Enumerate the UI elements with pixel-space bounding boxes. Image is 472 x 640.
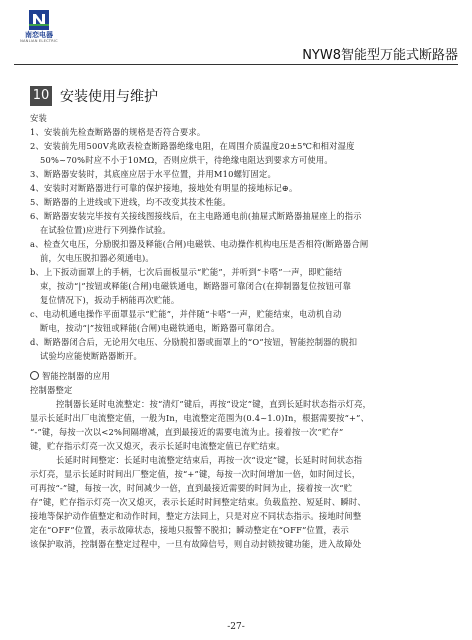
logo-subtitle: NANLIAN ELECTRIC	[20, 39, 58, 43]
n-logo-icon	[29, 10, 49, 30]
paragraph-line: 可再按“-”键，每按一次，时间减少一倍，直到最接近需要的时间为止，接着按一次“贮	[30, 483, 353, 493]
brand-logo	[14, 10, 64, 44]
subsection-label: 控制器整定	[30, 385, 73, 395]
paragraph-line: 6、断路器安装完毕按有关接线图接线后，在主电路通电前(抽屉式断路器抽屉座上的指示	[30, 211, 362, 221]
paragraph-line: 在试验位置)应进行下列操作试验。	[40, 225, 171, 235]
paragraph-line: 接地等保护动作值整定和动作时间，整定方法同上，只是对应不同状态指示。接地时间整	[30, 511, 362, 521]
paragraph-line: 断电，按动“|”按钮或释能(合闸)电磁铁通电，断路器可靠闭合。	[40, 323, 280, 333]
paragraph-line: 示灯亮，显示长延时时间出厂整定值，按“+”键，每按一次时间增加一倍，如时间过长，	[30, 469, 361, 479]
paragraph-line: 复位情况下)，扳动手柄能再次贮能。	[40, 295, 180, 305]
paragraph-line: d、断路器闭合后，无论用欠电压、分励脱扣器或面罩上的“O”按钮，智能控制器的脱扣	[30, 337, 358, 347]
paragraph-line: 5、断路器的上进线或下进线，均不改变其技术性能。	[30, 197, 231, 207]
subsection-heading	[30, 369, 454, 383]
paragraph-line: 试验均应能使断路器断开。	[40, 351, 142, 361]
logo-name: 南恋电器	[25, 31, 53, 39]
paragraph-line: 键，贮存指示灯亮一次又熄灭，表示长延时电流整定值已存贮结束。	[30, 441, 285, 451]
paragraph-line: 束，按动“|”按钮或释能(合闸)电磁铁通电，断路器可靠闭合(在抑制器复位按钮可靠	[40, 281, 352, 291]
header-divider	[14, 64, 458, 65]
paragraph-line: 1、安装前先检查断路器的规格是否符合要求。	[30, 127, 206, 137]
paragraph-line: “-”键，每按一次以<2%间隔增减，直到最接近的需要电流为止。接着按一次“贮存”	[30, 427, 344, 437]
paragraph-line: 2、安装前先用500V兆欧表检查断路器绝缘电阻，在周围介质温度20±5℃和相对湿度	[30, 141, 355, 151]
paragraph-line: 显示长延时出厂电流整定值，一般为In，电流整定范围为(0.4~1.0)In，根据需要按“+”、	[30, 413, 370, 423]
section-heading	[30, 86, 158, 106]
page-number: -27-	[227, 622, 245, 632]
paragraph-line: c、电动机通电操作平面罩显示“贮能”，并伴随“卡嗒”一声，贮能结束，电动机自动	[30, 309, 342, 319]
paragraph-line: b、上下扳动面罩上的手柄，七次后面板显示“贮能”，并听到“卡嗒”一声，即贮能结	[30, 267, 343, 277]
section-body	[30, 111, 454, 551]
paragraph-line: 前，欠电压脱扣器必须通电)。	[40, 253, 154, 263]
paragraph-line: a、检查欠电压，分励脱扣器及释能(合闸)电磁铁、电动操作机构电压是否相符(断路器合闸	[30, 239, 369, 249]
paragraph-line: 4、安装时对断路器进行可靠的保护接地，接地处有明显的接地标记⊕。	[30, 183, 298, 193]
paragraph-line: 50%~70%时应不小于10MΩ，否则应烘干，待绝缘电阻达到要求方可使用。	[40, 155, 333, 165]
paragraph-line: 存”键，贮存指示灯亮一次又熄灭，表示长延时时间整定结束。负载监控、短延时、瞬时、	[30, 497, 366, 507]
paragraph-line: 长延时时间整定：长延时电流整定结束后，再按一次“设定”键，长延时时间状态指	[56, 455, 363, 465]
section-title: 安装使用与维护	[60, 89, 158, 105]
section-number: 10	[30, 86, 52, 106]
subsection-title: 智能控制器的应用	[42, 371, 110, 381]
paragraph-line: 定在“OFF”位置，表示故障状态，接地只报警不脱扣；瞬动整定在“OFF”位置，表示	[30, 525, 350, 535]
paragraph-line: 安装	[30, 113, 47, 123]
paragraph-line: 3、断路器安装时，其底座应居于水平位置，并用M10螺钉固定。	[30, 169, 277, 179]
document-title: NYW8智能型万能式断路器	[302, 48, 458, 63]
paragraph-line: 控制器长延时电流整定：按“清灯”键后，再按“设定”键，直到长延时状态指示灯亮，	[56, 399, 372, 409]
circle-bullet-icon	[30, 371, 39, 380]
paragraph-line: 该保护取消，控制器在整定过程中，一旦有故障信号，则自动封锁按键功能，进入故障处	[30, 539, 362, 549]
